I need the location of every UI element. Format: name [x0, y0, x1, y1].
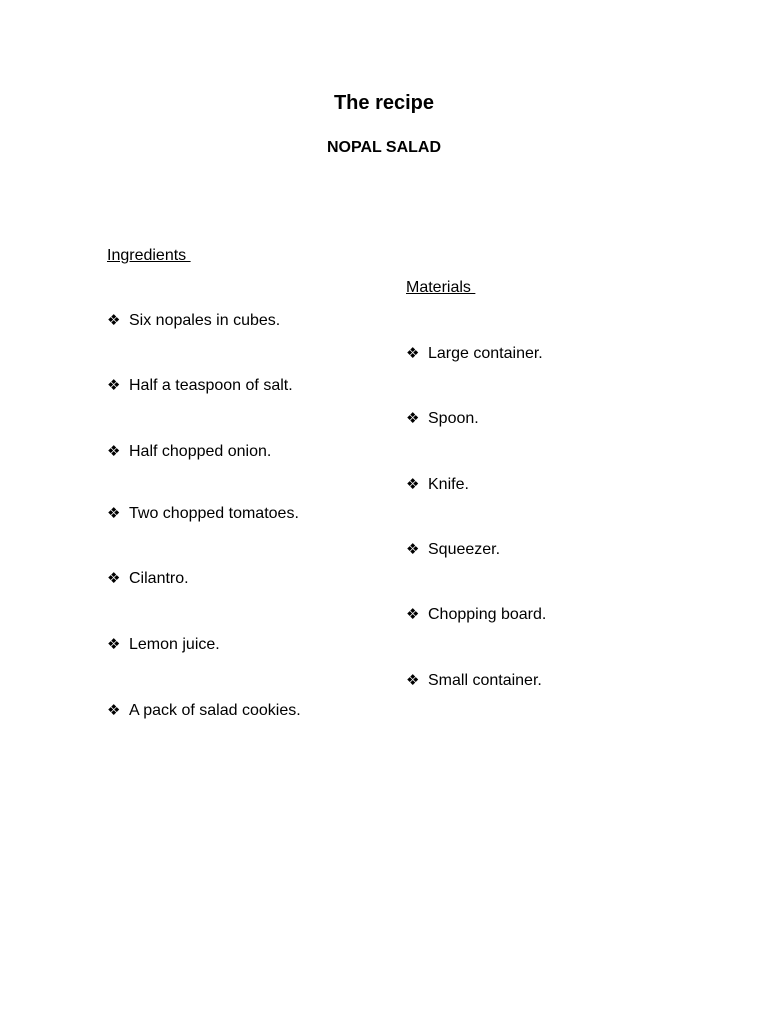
material-text: Knife. [428, 476, 469, 493]
ingredient-text: Cilantro. [129, 570, 189, 587]
material-item [406, 344, 543, 364]
diamond-bullet-icon: ❖ [406, 345, 420, 362]
ingredient-text: Lemon juice. [129, 636, 220, 653]
material-item [406, 671, 542, 691]
material-text: Squeezer. [428, 541, 501, 558]
material-text: Small container. [428, 672, 542, 689]
recipe-name: NOPAL SALAD [326, 139, 442, 156]
ingredient-text: Six nopales in cubes. [129, 312, 281, 329]
diamond-bullet-icon: ❖ [107, 702, 121, 719]
ingredient-item [107, 442, 271, 462]
ingredient-item [107, 569, 189, 589]
document-title: The recipe [333, 92, 435, 114]
diamond-bullet-icon: ❖ [406, 606, 420, 623]
ingredient-item [107, 311, 280, 331]
diamond-bullet-icon: ❖ [107, 312, 121, 329]
material-item [406, 409, 479, 429]
material-item [406, 605, 546, 625]
diamond-bullet-icon: ❖ [406, 672, 420, 689]
material-item [406, 475, 469, 495]
ingredients-heading: Ingredients [107, 247, 191, 264]
diamond-bullet-icon: ❖ [406, 476, 420, 493]
material-text: Large container. [428, 345, 543, 362]
ingredient-text: Half a teaspoon of salt. [129, 377, 293, 394]
material-text: Spoon. [428, 410, 479, 427]
diamond-bullet-icon: ❖ [107, 570, 121, 587]
diamond-bullet-icon: ❖ [406, 410, 420, 427]
material-item [406, 540, 500, 560]
ingredient-item [107, 504, 299, 524]
ingredient-item [107, 701, 301, 721]
ingredient-item [107, 635, 220, 655]
ingredient-text: A pack of salad cookies. [129, 702, 301, 719]
ingredient-item [107, 376, 293, 396]
diamond-bullet-icon: ❖ [107, 377, 121, 394]
diamond-bullet-icon: ❖ [406, 541, 420, 558]
material-text: Chopping board. [428, 606, 547, 623]
ingredient-text: Two chopped tomatoes. [129, 505, 299, 522]
diamond-bullet-icon: ❖ [107, 636, 121, 653]
materials-heading: Materials [406, 279, 476, 296]
diamond-bullet-icon: ❖ [107, 505, 121, 522]
ingredient-text: Half chopped onion. [129, 443, 272, 460]
diamond-bullet-icon: ❖ [107, 443, 121, 460]
